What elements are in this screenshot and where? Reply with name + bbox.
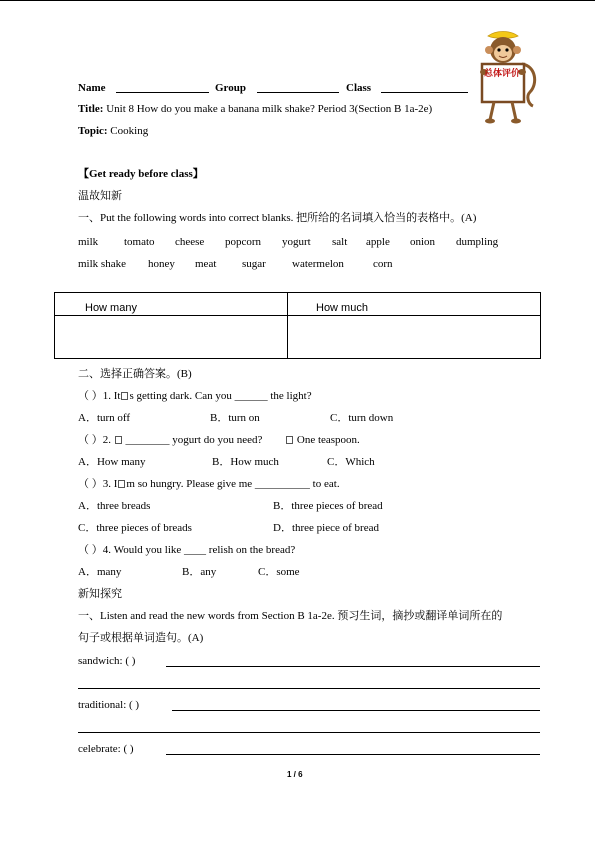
vocab-word-celebrate: celebrate: ( ) bbox=[78, 743, 134, 755]
new-knowledge-label: 新知探究 bbox=[78, 588, 122, 600]
option: C．turn down bbox=[330, 412, 394, 424]
new-instruction-line1: 一、Listen and read the new words from Section B 1a-2e. 预习生词，摘抄或翻译单词所在的 bbox=[78, 610, 503, 622]
title-text: Unit 8 How do you make a banana milk shake? Period 3(Section B 1a-2e) bbox=[106, 103, 433, 115]
new-instruction-line2: 句子或根据单词造句。(A) bbox=[78, 632, 204, 644]
class-label: Class bbox=[346, 82, 372, 94]
vocab-word-traditional: traditional: ( ) bbox=[78, 699, 140, 711]
word-item: milk bbox=[78, 236, 99, 248]
table-header-how-many: How many bbox=[85, 302, 137, 314]
option: A．many bbox=[78, 566, 122, 578]
question-4 bbox=[78, 544, 295, 557]
table-divider bbox=[287, 293, 288, 358]
vocab-word-sandwich: sandwich: ( ) bbox=[78, 655, 136, 667]
writing-line[interactable] bbox=[78, 732, 540, 733]
option: B．turn on bbox=[210, 412, 260, 424]
option: A．three breads bbox=[78, 500, 151, 512]
table-header-how-much: How much bbox=[316, 302, 368, 314]
question-2 bbox=[78, 434, 360, 447]
question-text: One teaspoon. bbox=[296, 434, 360, 446]
word-list-row2 bbox=[78, 258, 548, 271]
word-list-row1 bbox=[78, 236, 548, 249]
word-item: dumpling bbox=[456, 236, 499, 248]
option: D．three piece of bread bbox=[273, 522, 379, 534]
word-item: corn bbox=[373, 258, 393, 270]
name-blank[interactable] bbox=[116, 82, 209, 93]
writing-line[interactable] bbox=[78, 688, 540, 689]
answer-paren[interactable]: （ ） bbox=[78, 434, 103, 446]
word-item: meat bbox=[195, 258, 217, 270]
topic-line bbox=[78, 125, 148, 138]
question-number: 2. bbox=[102, 434, 111, 446]
question-number: 3. bbox=[102, 478, 111, 490]
writing-line[interactable] bbox=[166, 666, 540, 667]
answer-paren[interactable]: （ ） bbox=[78, 544, 103, 556]
option: A．turn off bbox=[78, 412, 131, 424]
answer-paren[interactable]: （ ） bbox=[78, 390, 103, 402]
option: A．How many bbox=[78, 456, 146, 468]
topic-text: Cooking bbox=[110, 125, 149, 137]
word-item: milk shake bbox=[78, 258, 126, 270]
group-blank[interactable] bbox=[257, 82, 339, 93]
word-item: popcorn bbox=[225, 236, 262, 248]
review-label: 温故知新 bbox=[78, 190, 122, 202]
question-text: s getting dark. Can you ______ the light? bbox=[129, 390, 312, 402]
question-text: It bbox=[113, 390, 121, 402]
word-item: tomato bbox=[124, 236, 155, 248]
question-text: m so hungry. Please give me __________ to eat. bbox=[126, 478, 340, 490]
badge-text: 总体评价 bbox=[484, 68, 521, 78]
question-text: Would you like ____ relish on the bread? bbox=[113, 544, 296, 556]
option: C．Which bbox=[327, 456, 375, 468]
word-item: watermelon bbox=[292, 258, 344, 270]
topic-label: Topic: bbox=[78, 125, 108, 137]
section-heading-ready: 【Get ready before class】 bbox=[78, 168, 204, 180]
question-1 bbox=[78, 390, 312, 403]
word-item: honey bbox=[148, 258, 175, 270]
question-text: I bbox=[113, 478, 118, 490]
missing-glyph-icon bbox=[121, 392, 128, 400]
page-number: 1 / 6 bbox=[287, 770, 303, 779]
word-item: salt bbox=[332, 236, 348, 248]
classification-table bbox=[54, 292, 541, 359]
word-item: cheese bbox=[175, 236, 205, 248]
q1-instruction: 一、Put the following words into correct blanks. 把所给的名词填入恰当的表格中。(A) bbox=[78, 212, 477, 224]
option: B．three pieces of bread bbox=[273, 500, 383, 512]
option: B．How much bbox=[212, 456, 279, 468]
question-3 bbox=[78, 478, 340, 491]
answer-paren[interactable]: （ ） bbox=[78, 478, 103, 490]
writing-line[interactable] bbox=[172, 710, 540, 711]
word-item: yogurt bbox=[282, 236, 311, 248]
title-label: Title: bbox=[78, 103, 104, 115]
missing-glyph-icon bbox=[118, 480, 125, 488]
group-label: Group bbox=[215, 82, 246, 94]
question-number: 1. bbox=[102, 390, 111, 402]
missing-glyph-icon bbox=[286, 436, 293, 444]
missing-glyph-icon bbox=[115, 436, 122, 444]
top-border bbox=[0, 0, 595, 1]
writing-line[interactable] bbox=[166, 754, 540, 755]
choice-instruction: 二、选择正确答案。(B) bbox=[78, 368, 192, 380]
question-number: 4. bbox=[102, 544, 111, 556]
title-line bbox=[78, 103, 432, 116]
name-label: Name bbox=[78, 82, 106, 94]
word-item: onion bbox=[410, 236, 436, 248]
question-text: ________ yogurt do you need? bbox=[125, 434, 263, 446]
option: C．some bbox=[258, 566, 300, 578]
word-item: sugar bbox=[242, 258, 266, 270]
class-blank[interactable] bbox=[381, 82, 468, 93]
option: C．three pieces of breads bbox=[78, 522, 192, 534]
option: B．any bbox=[182, 566, 217, 578]
word-item: apple bbox=[366, 236, 390, 248]
